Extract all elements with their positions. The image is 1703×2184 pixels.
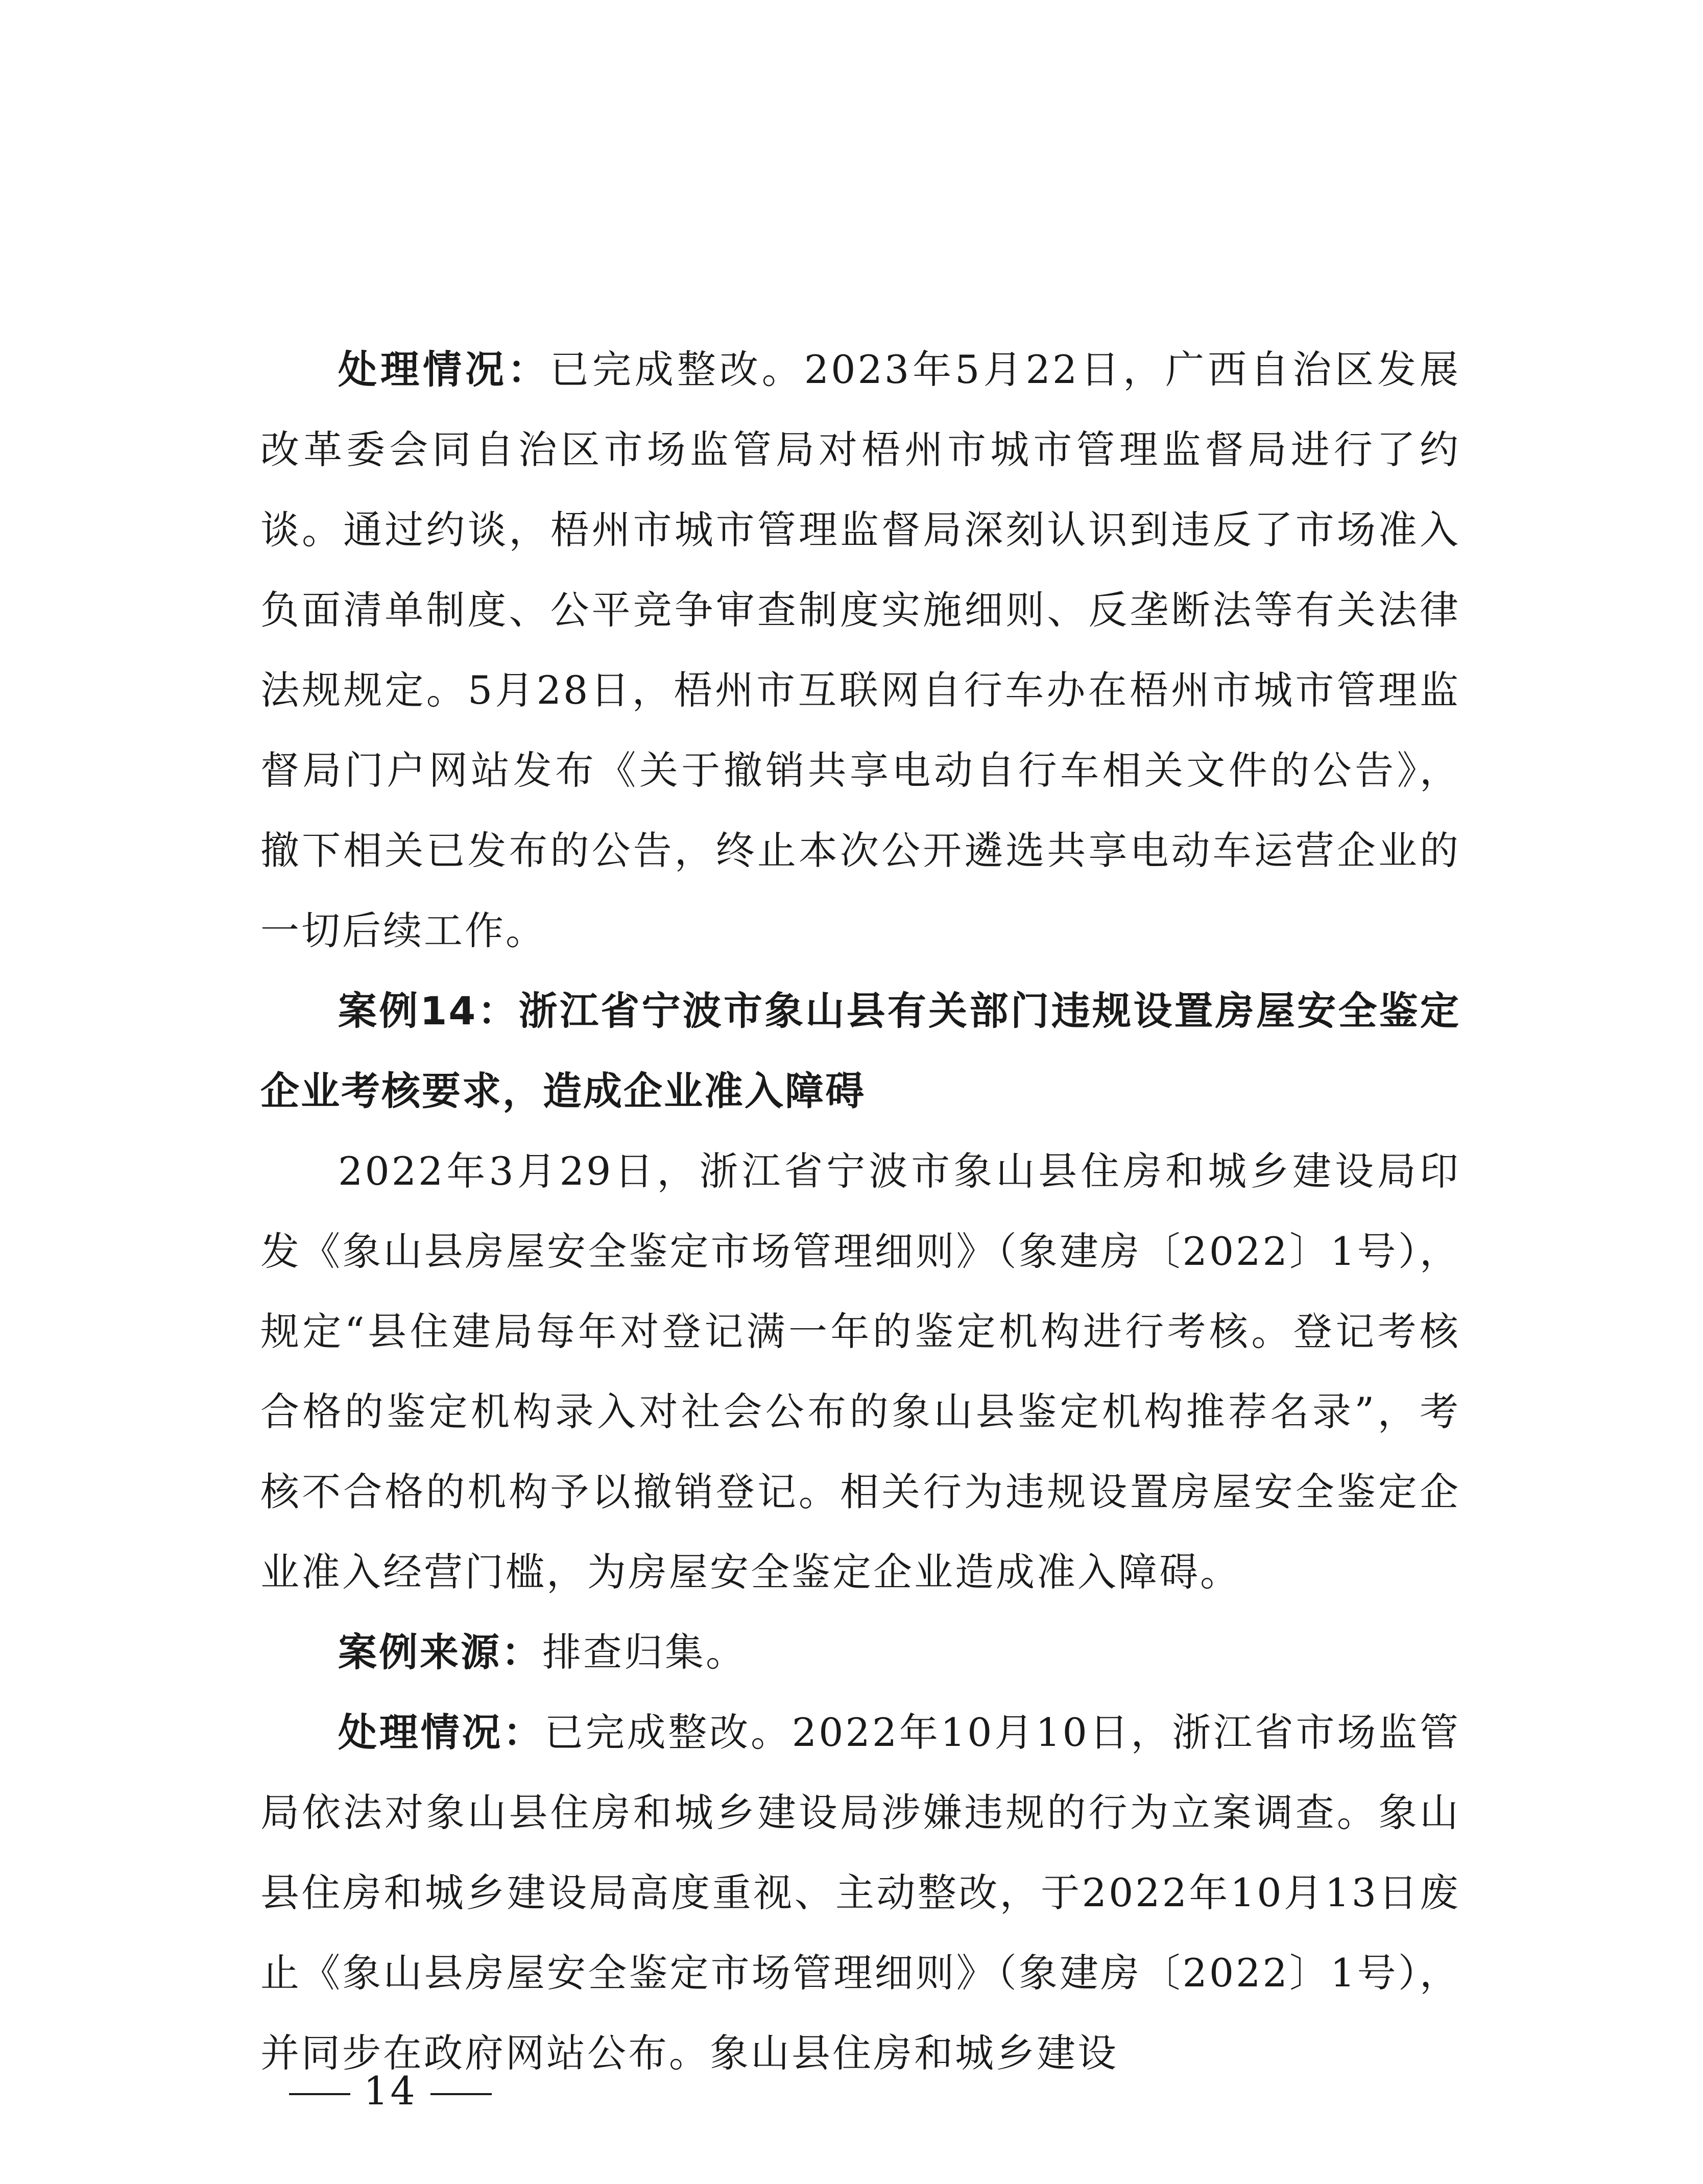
page-number-value: 14 xyxy=(364,2068,417,2114)
case-14-heading: 案例14：浙江省宁波市象山县有关部门违规设置房屋安全鉴定企业考核要求，造成企业准入障碍 xyxy=(260,988,1460,1114)
body-text xyxy=(260,329,1460,2093)
handling-text: 已完成整改。2023年5月22日，广西自治区发展改革委会同自治区市场监管局对梧州市城市管理监督局进行了约谈。通过约谈，梧州市城市管理监督局深刻认识到违反了市场准入负面清单制度、公平竞争审查制度实施细则、反垄断法等有关法律法规规定。5月28日，梧州市互联网自行车办在梧州市城市管理监督局门户网站发布《关于撤销共享电动自行车相关文件的公告》，撤下相关已发布的公告，终止本次公开遴选共享电动车运营企业的一切后续工作。 xyxy=(260,347,1460,953)
dash-left xyxy=(289,2093,350,2095)
handling-text-2: 已完成整改。2022年10月10日，浙江省市场监管局依法对象山县住房和城乡建设局涉嫌违规的行为立案调查。象山县住房和城乡建设局高度重视、主动整改，于2022年10月13日废止《象山县房屋安全鉴定市场管理细则》（象建房〔2022〕1号），并同步在政府网站公布。象山县住房和城乡建设 xyxy=(260,1710,1461,2076)
dash-right xyxy=(430,2093,492,2095)
case-source-paragraph xyxy=(260,1612,1460,1692)
case-source-text: 排查归集。 xyxy=(542,1629,747,1675)
case-14-description: 2022年3月29日，浙江省宁波市象山县住房和城乡建设局印发《象山县房屋安全鉴定市场管理细则》（象建房〔2022〕1号），规定“县住建局每年对登记满一年的鉴定机构进行考核。登记考核合格的鉴定机构录入对社会公布的象山县鉴定机构推荐名录”，考核不合格的机构予以撤销登记。相关行为违规设置房屋安全鉴定企业准入经营门槛，为房屋安全鉴定企业造成准入障碍。 xyxy=(260,1148,1460,1595)
handling-label-2: 处理情况： xyxy=(338,1710,544,1755)
page-number xyxy=(276,2068,505,2114)
handling-paragraph-2 xyxy=(260,1692,1460,2093)
handling-paragraph-1 xyxy=(260,329,1460,971)
handling-label: 处理情况： xyxy=(338,347,550,392)
case-source-label: 案例来源： xyxy=(338,1629,542,1675)
